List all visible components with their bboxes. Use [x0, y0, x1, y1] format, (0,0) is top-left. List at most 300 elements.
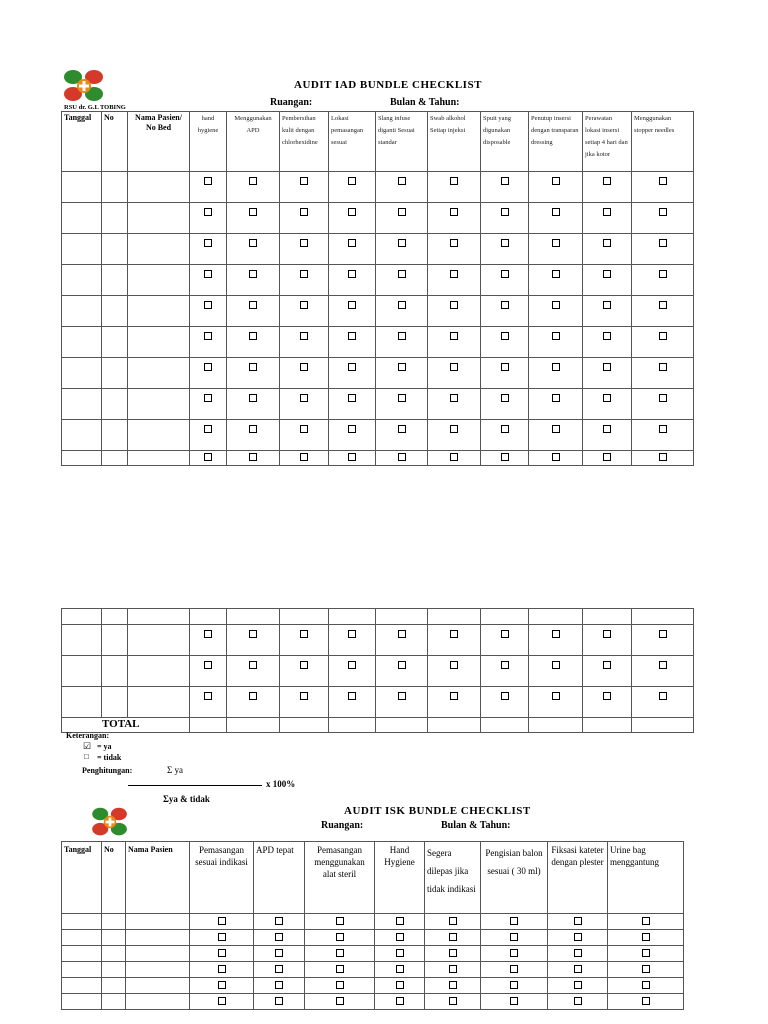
input-cell[interactable]	[62, 172, 102, 203]
check-cell[interactable]	[481, 978, 548, 994]
checkbox[interactable]	[574, 997, 582, 1005]
input-cell[interactable]	[227, 609, 280, 625]
check-cell[interactable]	[583, 296, 632, 327]
checkbox[interactable]	[218, 933, 226, 941]
check-cell[interactable]	[583, 234, 632, 265]
check-cell[interactable]	[376, 203, 428, 234]
checkbox[interactable]	[300, 270, 308, 278]
input-cell[interactable]	[280, 609, 329, 625]
checkbox[interactable]	[398, 208, 406, 216]
checkbox[interactable]	[659, 630, 667, 638]
check-cell[interactable]	[280, 389, 329, 420]
check-cell[interactable]	[376, 625, 428, 656]
checkbox[interactable]	[450, 630, 458, 638]
input-cell[interactable]	[102, 687, 128, 718]
checkbox[interactable]	[249, 363, 257, 371]
checkbox[interactable]	[348, 630, 356, 638]
check-cell[interactable]	[190, 656, 227, 687]
check-cell[interactable]	[481, 625, 529, 656]
input-cell[interactable]	[62, 625, 102, 656]
check-cell[interactable]	[280, 420, 329, 451]
check-cell[interactable]	[548, 994, 608, 1010]
check-cell[interactable]	[375, 978, 425, 994]
input-cell[interactable]	[102, 962, 126, 978]
checkbox[interactable]	[552, 453, 560, 461]
checkbox[interactable]	[336, 933, 344, 941]
check-cell[interactable]	[190, 389, 227, 420]
checkbox[interactable]	[398, 363, 406, 371]
input-cell[interactable]	[481, 609, 529, 625]
input-cell[interactable]	[62, 234, 102, 265]
input-cell[interactable]	[62, 203, 102, 234]
checkbox[interactable]	[348, 177, 356, 185]
checkbox[interactable]	[396, 933, 404, 941]
input-cell[interactable]	[128, 358, 190, 389]
checkbox[interactable]	[552, 270, 560, 278]
check-cell[interactable]	[280, 296, 329, 327]
checkbox[interactable]	[659, 363, 667, 371]
input-cell[interactable]	[62, 656, 102, 687]
checkbox[interactable]	[398, 453, 406, 461]
input-cell[interactable]	[102, 978, 126, 994]
check-cell[interactable]	[254, 914, 305, 930]
check-cell[interactable]	[481, 946, 548, 962]
checkbox[interactable]	[204, 177, 212, 185]
check-cell[interactable]	[428, 420, 481, 451]
input-cell[interactable]	[128, 687, 190, 718]
check-cell[interactable]	[329, 656, 376, 687]
checkbox[interactable]	[275, 933, 283, 941]
checkbox[interactable]	[275, 997, 283, 1005]
check-cell[interactable]	[227, 687, 280, 718]
checkbox[interactable]	[218, 965, 226, 973]
check-cell[interactable]	[529, 296, 583, 327]
checkbox[interactable]	[449, 917, 457, 925]
checkbox[interactable]	[552, 239, 560, 247]
check-cell[interactable]	[227, 265, 280, 296]
checkbox[interactable]	[642, 949, 650, 957]
check-cell[interactable]	[583, 687, 632, 718]
check-cell[interactable]	[329, 687, 376, 718]
checkbox[interactable]	[249, 630, 257, 638]
input-cell[interactable]	[102, 625, 128, 656]
input-cell[interactable]	[102, 914, 126, 930]
checkbox[interactable]	[398, 332, 406, 340]
checkbox[interactable]	[450, 239, 458, 247]
check-cell[interactable]	[376, 687, 428, 718]
input-cell[interactable]	[128, 327, 190, 358]
check-cell[interactable]	[608, 914, 684, 930]
check-cell[interactable]	[428, 451, 481, 466]
check-cell[interactable]	[428, 687, 481, 718]
checkbox[interactable]	[249, 332, 257, 340]
check-cell[interactable]	[329, 203, 376, 234]
input-cell[interactable]	[62, 930, 102, 946]
check-cell[interactable]	[329, 420, 376, 451]
check-cell[interactable]	[481, 930, 548, 946]
check-cell[interactable]	[329, 296, 376, 327]
checkbox[interactable]	[501, 208, 509, 216]
check-cell[interactable]	[428, 172, 481, 203]
checkbox[interactable]	[501, 177, 509, 185]
checkbox[interactable]	[603, 208, 611, 216]
checkbox[interactable]	[398, 239, 406, 247]
check-cell[interactable]	[254, 946, 305, 962]
checkbox[interactable]	[659, 692, 667, 700]
input-cell[interactable]	[62, 265, 102, 296]
check-cell[interactable]	[481, 296, 529, 327]
checkbox[interactable]	[450, 394, 458, 402]
checkbox[interactable]	[204, 332, 212, 340]
checkbox[interactable]	[275, 949, 283, 957]
check-cell[interactable]	[190, 451, 227, 466]
check-cell[interactable]	[632, 358, 694, 389]
check-cell[interactable]	[227, 358, 280, 389]
checkbox[interactable]	[218, 997, 226, 1005]
check-cell[interactable]	[376, 172, 428, 203]
check-cell[interactable]	[227, 656, 280, 687]
input-cell[interactable]	[102, 420, 128, 451]
check-cell[interactable]	[280, 656, 329, 687]
check-cell[interactable]	[280, 687, 329, 718]
checkbox[interactable]	[336, 981, 344, 989]
check-cell[interactable]	[376, 265, 428, 296]
checkbox[interactable]	[348, 363, 356, 371]
checkbox[interactable]	[501, 692, 509, 700]
checkbox[interactable]	[659, 332, 667, 340]
checkbox[interactable]	[501, 394, 509, 402]
check-cell[interactable]	[190, 420, 227, 451]
check-cell[interactable]	[254, 978, 305, 994]
check-cell[interactable]	[280, 265, 329, 296]
check-cell[interactable]	[376, 656, 428, 687]
check-cell[interactable]	[190, 994, 254, 1010]
check-cell[interactable]	[190, 203, 227, 234]
checkbox[interactable]	[603, 332, 611, 340]
checkbox[interactable]	[396, 997, 404, 1005]
check-cell[interactable]	[632, 172, 694, 203]
check-cell[interactable]	[529, 451, 583, 466]
input-cell[interactable]	[126, 978, 190, 994]
checkbox[interactable]	[501, 270, 509, 278]
check-cell[interactable]	[481, 358, 529, 389]
checkbox[interactable]	[300, 453, 308, 461]
input-cell[interactable]	[102, 609, 128, 625]
checkbox[interactable]	[275, 917, 283, 925]
check-cell[interactable]	[481, 172, 529, 203]
checkbox[interactable]	[501, 239, 509, 247]
check-cell[interactable]	[548, 962, 608, 978]
input-cell[interactable]	[190, 718, 227, 733]
check-cell[interactable]	[583, 265, 632, 296]
checkbox[interactable]	[204, 630, 212, 638]
check-cell[interactable]	[428, 234, 481, 265]
checkbox[interactable]	[642, 997, 650, 1005]
input-cell[interactable]	[62, 451, 102, 466]
checkbox[interactable]	[249, 453, 257, 461]
check-cell[interactable]	[481, 962, 548, 978]
checkbox[interactable]	[398, 661, 406, 669]
checkbox[interactable]	[449, 933, 457, 941]
checkbox[interactable]	[204, 301, 212, 309]
check-cell[interactable]	[481, 420, 529, 451]
check-cell[interactable]	[305, 994, 375, 1010]
checkbox[interactable]	[249, 208, 257, 216]
input-cell[interactable]	[62, 609, 102, 625]
check-cell[interactable]	[632, 687, 694, 718]
check-cell[interactable]	[529, 389, 583, 420]
checkbox[interactable]	[510, 933, 518, 941]
check-cell[interactable]	[428, 656, 481, 687]
input-cell[interactable]	[102, 930, 126, 946]
input-cell[interactable]	[126, 994, 190, 1010]
checkbox[interactable]	[603, 394, 611, 402]
check-cell[interactable]	[632, 203, 694, 234]
check-cell[interactable]	[425, 946, 481, 962]
input-cell[interactable]	[128, 389, 190, 420]
input-cell[interactable]	[227, 718, 280, 733]
check-cell[interactable]	[375, 994, 425, 1010]
check-cell[interactable]	[376, 420, 428, 451]
check-cell[interactable]	[254, 994, 305, 1010]
check-cell[interactable]	[280, 234, 329, 265]
checkbox[interactable]	[659, 453, 667, 461]
checkbox[interactable]	[659, 208, 667, 216]
check-cell[interactable]	[227, 389, 280, 420]
input-cell[interactable]	[376, 718, 428, 733]
check-cell[interactable]	[376, 358, 428, 389]
checkbox[interactable]	[249, 239, 257, 247]
check-cell[interactable]	[481, 234, 529, 265]
checkbox[interactable]	[204, 425, 212, 433]
check-cell[interactable]	[376, 296, 428, 327]
check-cell[interactable]	[481, 687, 529, 718]
input-cell[interactable]	[632, 718, 694, 733]
checkbox[interactable]	[300, 239, 308, 247]
check-cell[interactable]	[329, 234, 376, 265]
check-cell[interactable]	[529, 656, 583, 687]
check-cell[interactable]	[190, 327, 227, 358]
check-cell[interactable]	[583, 327, 632, 358]
input-cell[interactable]	[62, 946, 102, 962]
check-cell[interactable]	[583, 656, 632, 687]
check-cell[interactable]	[254, 962, 305, 978]
check-cell[interactable]	[428, 203, 481, 234]
checkbox[interactable]	[398, 270, 406, 278]
input-cell[interactable]	[102, 389, 128, 420]
check-cell[interactable]	[608, 994, 684, 1010]
check-cell[interactable]	[529, 358, 583, 389]
checkbox[interactable]	[552, 630, 560, 638]
checkbox[interactable]	[552, 661, 560, 669]
check-cell[interactable]	[428, 296, 481, 327]
check-cell[interactable]	[305, 914, 375, 930]
checkbox[interactable]	[603, 661, 611, 669]
check-cell[interactable]	[425, 978, 481, 994]
check-cell[interactable]	[632, 389, 694, 420]
checkbox[interactable]	[501, 301, 509, 309]
checkbox[interactable]	[450, 425, 458, 433]
checkbox[interactable]	[603, 363, 611, 371]
checkbox[interactable]	[552, 332, 560, 340]
checkbox[interactable]	[450, 270, 458, 278]
checkbox[interactable]	[300, 301, 308, 309]
input-cell[interactable]	[126, 914, 190, 930]
input-cell[interactable]	[128, 203, 190, 234]
check-cell[interactable]	[375, 930, 425, 946]
input-cell[interactable]	[102, 265, 128, 296]
checkbox[interactable]	[603, 301, 611, 309]
input-cell[interactable]	[128, 609, 190, 625]
checkbox[interactable]	[336, 997, 344, 1005]
input-cell[interactable]	[102, 327, 128, 358]
input-cell[interactable]	[529, 609, 583, 625]
checkbox[interactable]	[300, 425, 308, 433]
check-cell[interactable]	[190, 234, 227, 265]
checkbox[interactable]	[659, 239, 667, 247]
check-cell[interactable]	[190, 172, 227, 203]
checkbox[interactable]	[659, 425, 667, 433]
checkbox[interactable]	[300, 332, 308, 340]
checkbox[interactable]	[574, 949, 582, 957]
input-cell[interactable]	[102, 172, 128, 203]
checkbox[interactable]	[603, 270, 611, 278]
check-cell[interactable]	[529, 420, 583, 451]
checkbox[interactable]	[204, 692, 212, 700]
check-cell[interactable]	[632, 327, 694, 358]
checkbox[interactable]	[249, 301, 257, 309]
check-cell[interactable]	[583, 203, 632, 234]
checkbox[interactable]	[398, 177, 406, 185]
check-cell[interactable]	[329, 389, 376, 420]
checkbox[interactable]	[218, 949, 226, 957]
input-cell[interactable]	[128, 420, 190, 451]
checkbox[interactable]	[275, 981, 283, 989]
checkbox[interactable]	[249, 394, 257, 402]
checkbox[interactable]	[501, 453, 509, 461]
checkbox[interactable]	[642, 917, 650, 925]
input-cell[interactable]	[62, 994, 102, 1010]
checkbox[interactable]	[642, 981, 650, 989]
input-cell[interactable]	[128, 234, 190, 265]
check-cell[interactable]	[548, 930, 608, 946]
checkbox[interactable]	[449, 949, 457, 957]
input-cell[interactable]	[62, 327, 102, 358]
check-cell[interactable]	[227, 172, 280, 203]
check-cell[interactable]	[529, 265, 583, 296]
checkbox[interactable]	[603, 630, 611, 638]
checkbox[interactable]	[348, 239, 356, 247]
input-cell[interactable]	[102, 994, 126, 1010]
check-cell[interactable]	[583, 625, 632, 656]
check-cell[interactable]	[305, 962, 375, 978]
check-cell[interactable]	[329, 358, 376, 389]
check-cell[interactable]	[583, 451, 632, 466]
checkbox[interactable]	[642, 965, 650, 973]
checkbox[interactable]	[450, 332, 458, 340]
input-cell[interactable]	[62, 389, 102, 420]
checkbox[interactable]	[574, 917, 582, 925]
checkbox[interactable]	[204, 661, 212, 669]
checkbox[interactable]	[249, 177, 257, 185]
checkbox[interactable]	[450, 301, 458, 309]
input-cell[interactable]	[126, 962, 190, 978]
checkbox[interactable]	[348, 661, 356, 669]
check-cell[interactable]	[481, 389, 529, 420]
checkbox[interactable]	[398, 394, 406, 402]
checkbox[interactable]	[603, 692, 611, 700]
input-cell[interactable]	[632, 609, 694, 625]
input-cell[interactable]	[62, 687, 102, 718]
checkbox[interactable]	[659, 301, 667, 309]
checkbox[interactable]	[450, 692, 458, 700]
check-cell[interactable]	[481, 265, 529, 296]
checkbox[interactable]	[300, 394, 308, 402]
checkbox[interactable]	[218, 917, 226, 925]
input-cell[interactable]	[62, 914, 102, 930]
checkbox[interactable]	[552, 301, 560, 309]
check-cell[interactable]	[608, 962, 684, 978]
checkbox[interactable]	[552, 208, 560, 216]
check-cell[interactable]	[481, 327, 529, 358]
checkbox[interactable]	[300, 177, 308, 185]
input-cell[interactable]	[190, 609, 227, 625]
check-cell[interactable]	[583, 420, 632, 451]
checkbox[interactable]	[204, 394, 212, 402]
checkbox[interactable]	[510, 949, 518, 957]
checkbox[interactable]	[300, 208, 308, 216]
checkbox[interactable]	[396, 949, 404, 957]
checkbox[interactable]	[450, 453, 458, 461]
check-cell[interactable]	[227, 296, 280, 327]
input-cell[interactable]	[329, 609, 376, 625]
check-cell[interactable]	[280, 203, 329, 234]
check-cell[interactable]	[428, 625, 481, 656]
checkbox[interactable]	[218, 981, 226, 989]
checkbox[interactable]	[603, 239, 611, 247]
checkbox[interactable]	[348, 270, 356, 278]
checkbox[interactable]	[275, 965, 283, 973]
checkbox[interactable]	[501, 661, 509, 669]
check-cell[interactable]	[548, 914, 608, 930]
checkbox[interactable]	[249, 661, 257, 669]
checkbox[interactable]	[552, 692, 560, 700]
check-cell[interactable]	[428, 358, 481, 389]
checkbox[interactable]	[300, 661, 308, 669]
checkbox[interactable]	[249, 692, 257, 700]
check-cell[interactable]	[190, 930, 254, 946]
checkbox[interactable]	[450, 661, 458, 669]
check-cell[interactable]	[425, 914, 481, 930]
checkbox[interactable]	[642, 933, 650, 941]
check-cell[interactable]	[548, 978, 608, 994]
check-cell[interactable]	[190, 962, 254, 978]
checkbox[interactable]	[348, 425, 356, 433]
check-cell[interactable]	[305, 930, 375, 946]
input-cell[interactable]	[126, 930, 190, 946]
input-cell[interactable]	[102, 358, 128, 389]
checkbox[interactable]	[552, 363, 560, 371]
input-cell[interactable]	[128, 172, 190, 203]
check-cell[interactable]	[280, 327, 329, 358]
input-cell[interactable]	[481, 718, 529, 733]
check-cell[interactable]	[481, 203, 529, 234]
check-cell[interactable]	[425, 962, 481, 978]
input-cell[interactable]	[583, 718, 632, 733]
checkbox[interactable]	[204, 270, 212, 278]
checkbox[interactable]	[603, 177, 611, 185]
check-cell[interactable]	[375, 914, 425, 930]
